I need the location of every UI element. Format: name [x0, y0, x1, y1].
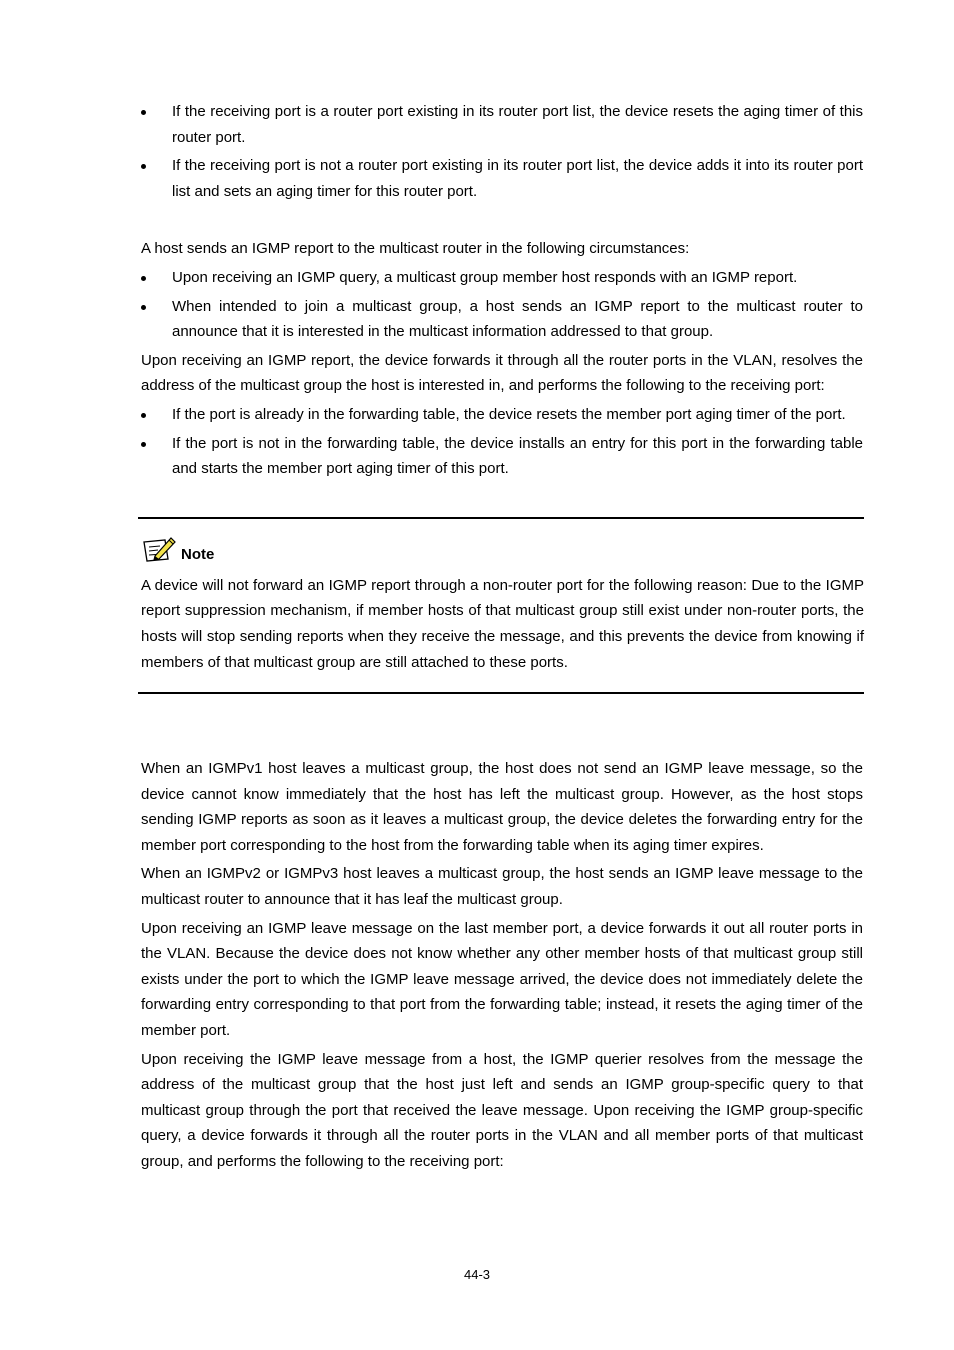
list-item: If the port is not in the forwarding table, the device installs an entry for this port in the forwarding table and starts the member port aging timer of this port.: [141, 431, 863, 482]
joining-intro: A host sends an IGMP report to the multicast router in the following circumstances:: [141, 240, 690, 258]
bullet-dot: [141, 110, 146, 115]
list-item: If the receiving port is not a router port existing in its router port list, the device adds it into its router port list and sets an aging timer for this router port.: [141, 153, 863, 204]
list-item: When intended to join a multicast group, a host sends an IGMP report to the multicast router to announce that it is interested in the multicast information addressed to that group.: [141, 294, 863, 345]
list-item: If the port is already in the forwarding table, the device resets the member port aging timer of the port.: [141, 402, 863, 428]
list-item: If the receiving port is a router port existing in its router port list, the device resets the aging timer of this router port.: [141, 99, 863, 150]
section-spacer: [141, 485, 863, 517]
bullet-dot: [141, 442, 146, 447]
note-box: [138, 517, 864, 694]
joining-process: Upon receiving an IGMP report, the device forwards it through all the router ports in the VLAN, resolves the address of the multicast group the host is interested in, and performs the following to the receiving port:: [141, 351, 863, 395]
section-spacer: [141, 694, 863, 756]
bullet-dot: [141, 276, 146, 281]
router-port-list: [141, 99, 863, 204]
note-pencil-icon: [141, 536, 177, 564]
leaving-paragraph: Upon receiving an IGMP leave message on the last member port, a device forwards it out all router ports in the VLAN. Because the device does not know whether any other member hosts of that multicast group still exists under the port to which the IGMP leave message arrived, the device does not immediately delete the forwarding entry corresponding to that port from the forwarding table; instead, it resets the aging timer of the member port.: [141, 919, 863, 1040]
list-item: Upon receiving an IGMP query, a multicast group member host responds with an IGMP report.: [141, 265, 863, 291]
note-header: [141, 536, 864, 564]
bullet-dot: [141, 413, 146, 418]
section-spacer: [141, 207, 863, 236]
leaving-paragraph: When an IGMPv1 host leaves a multicast group, the host does not send an IGMP leave message, so the device cannot know immediately that the host has left the multicast group. However, as the host stops sending IGMP reports as soon as it leaves a multicast group, the device deletes the forwarding entry for the member port corresponding to the host from the forwarding table when its aging timer expires.: [141, 760, 863, 854]
action-list: [141, 402, 863, 482]
leaving-paragraph: When an IGMPv2 or IGMPv3 host leaves a multicast group, the host sends an IGMP leave message to the multicast router to announce that it has leaf the multicast group.: [141, 865, 863, 909]
circumstance-list: [141, 265, 863, 345]
leaving-paragraph: Upon receiving the IGMP leave message from a host, the IGMP querier resolves from the message the address of the multicast group that the host just left and sends an IGMP group-specific query to that multicast group through the port that received the leave message. Upon receiving the IGMP group-specific query, a device forwards it through all the router ports in the VLAN and all member ports of that multicast group, and performs the following to the receiving port:: [141, 1050, 863, 1170]
bullet-dot: [141, 164, 146, 169]
note-text: A device will not forward an IGMP report through a non-router port for the following reason: Due to the IGMP report suppression mechanism, if member hosts of that multicast group still exist under non-router ports, the hosts will stop sending reports when they receive the message, and this prevents the device from knowing if members of that multicast group are still attached to these ports.: [141, 576, 864, 671]
page-content: [141, 99, 863, 1175]
note-label: Note: [181, 545, 215, 563]
bullet-dot: [141, 305, 146, 310]
page-number: 44-3: [463, 1267, 491, 1282]
